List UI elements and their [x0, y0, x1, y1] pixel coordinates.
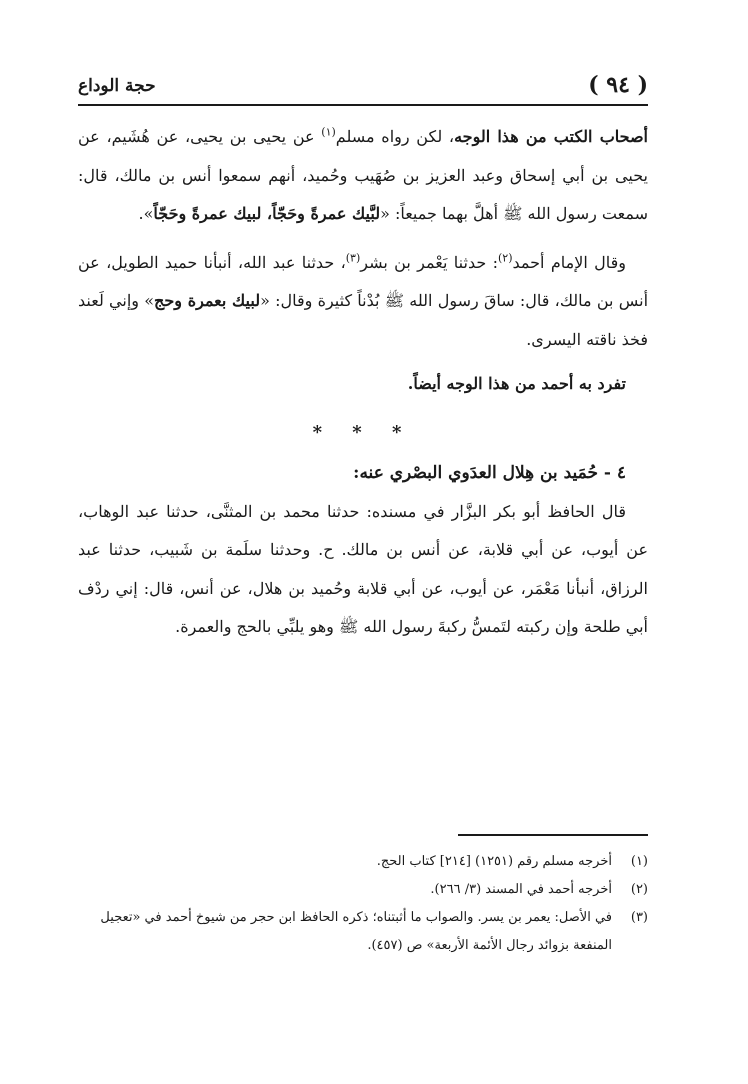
- footnote-number: (٣): [630, 910, 648, 925]
- footnote-3: [78, 904, 648, 960]
- paragraph-1-text-c: ».: [138, 204, 154, 223]
- main-text: [78, 118, 648, 647]
- page-header: [78, 70, 648, 106]
- footnote-1: [78, 848, 648, 876]
- paragraph-1-quote: لبَّيك عمرةً وحَجّاً، لبيك عمرةً وحَجّاً: [153, 204, 381, 223]
- footnote-text: في الأصل: يعمر بن يسر. والصواب ما أثبتناه؛ ذكره الحافظ ابن حجر من شيوخ أحمد في «تعجيل المنفعة بزوائد رجال الأئمة الأربعة» ص (٤٥٧).: [100, 910, 612, 953]
- paragraph-1-text-a: ، لكن رواه مسلم: [335, 127, 455, 146]
- section-separator: * * *: [312, 421, 414, 443]
- paragraph-4: قال الحافظ أبو بكر البزَّار في مسنده: حدثنا محمد بن المثنَّى، حدثنا عبد الوهاب، عن أيوب، عن أبي قلابة، عن أنس بن مالك. ح. وحدثنا سلَمة بن شَبيب، حدثنا عبد الرزاق، أنبأنا مَعْمَر، عن أيوب، عن أبي قلابة وحُميد بن هلال، عن أنس، قال: إني ردْف أبي طلحة وإن ركبته لتَمسُّ ركبةَ رسول الله ﷺ وهو يلبِّي بالحج والعمرة.: [78, 501, 648, 636]
- paragraph-2-text-c: ، حدثنا عبد الله، أنبأنا حميد الطويل، عن أنس بن مالك، قال: ساقَ رسول الله ﷺ بُدْناً كثيرة وقال: «: [78, 252, 649, 310]
- paragraph-2-text-d: » وإني لَعند فخذ ناقته اليسرى.: [78, 291, 648, 349]
- footnote-2: [78, 876, 648, 904]
- footnote-text: أخرجه أحمد في المسند (٣/ ٢٦٦).: [430, 882, 612, 897]
- paragraph-2: [78, 244, 648, 360]
- section-heading: ٤ - حُمَيد بن هِلال العدَوي البصْري عنه:: [353, 463, 626, 483]
- footnotes: [78, 848, 648, 960]
- footnote-marker-1: (١): [321, 125, 336, 139]
- page-number: ( ٩٤ ): [588, 72, 648, 98]
- paragraph-3: تفرد به أحمد من هذا الوجه أيضاً.: [407, 374, 626, 393]
- paragraph-2-text-a: وقال الإمام أحمد: [512, 252, 627, 272]
- paragraph-2-quote: لبيك بعمرة وحج: [154, 291, 261, 310]
- paragraph-1: [78, 118, 648, 234]
- footnote-text: أخرجه مسلم رقم (١٢٥١) [٢١٤] كتاب الحج.: [376, 854, 612, 869]
- footnote-marker-3: (٣): [345, 251, 361, 265]
- running-title: حجة الوداع: [78, 76, 156, 96]
- footnote-number: (١): [630, 854, 648, 869]
- footnote-rule: [458, 834, 648, 836]
- paragraph-2-text-b: : حدثنا يَعْمر بن بشر: [360, 252, 498, 272]
- footnote-number: (٢): [630, 882, 648, 897]
- paragraph-1-bold-intro: أصحاب الكتب من هذا الوجه: [454, 127, 648, 146]
- footnote-marker-2: (٢): [497, 251, 513, 265]
- paragraph-1-text-b: عن يحيى بن يحيى، عن هُشَيم، عن يحيى بن أبي إسحاق وعبد العزيز بن صُهَيب وحُميد، أنهم سمعوا أنس بن مالك، قال: سمعت رسول الله ﷺ أهلَّ بهما جميعاً: «: [78, 127, 648, 223]
- header-rule: [78, 104, 648, 106]
